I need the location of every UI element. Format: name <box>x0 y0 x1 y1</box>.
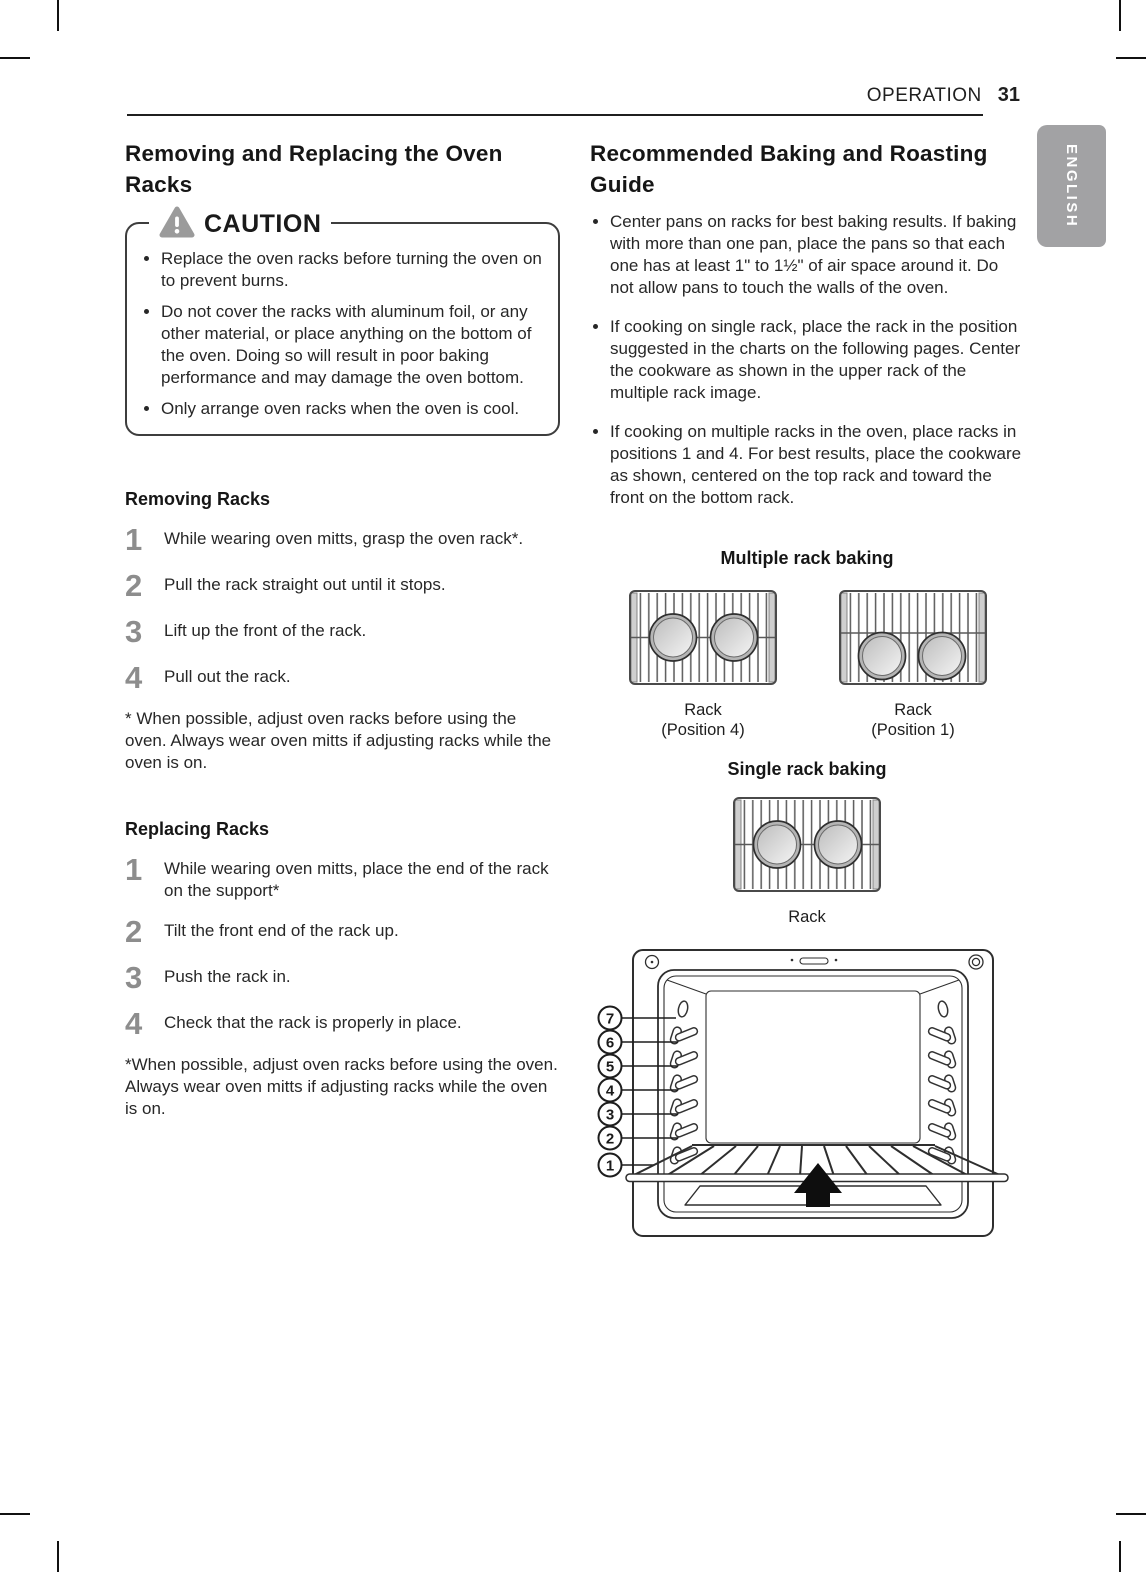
step-text: While wearing oven mitts, grasp the oven rack*. <box>164 529 524 548</box>
crop-mark-top-left-v <box>57 0 59 31</box>
single-rack-figure <box>732 796 882 927</box>
left-title: Removing and Replacing the Oven Racks <box>125 141 503 197</box>
step-text: Tilt the front end of the rack up. <box>164 921 399 940</box>
rack-position-number: 6 <box>605 1034 615 1052</box>
guide-bullet: • If cooking on single rack, place the rack in the position suggested in the charts on the following pages. Center the cookware as shown in the upper rack of the multiple rack image. <box>610 316 1024 404</box>
rack-position-number: 7 <box>605 1010 615 1028</box>
rack-top-view-position4-image <box>628 589 778 686</box>
language-tab <box>1037 125 1106 247</box>
removing-step <box>125 524 560 556</box>
multiple-rack-heading: Multiple rack baking <box>720 548 894 568</box>
rack-position-number: 4 <box>605 1082 615 1100</box>
rack-top-view-position1-image <box>838 589 988 686</box>
rack-label-line1: Rack <box>894 701 932 719</box>
rack-label-line1: Rack <box>684 701 722 719</box>
step-text: Check that the rack is properly in place. <box>164 1013 462 1032</box>
step-text: While wearing oven mitts, place the end of the rack on the support* <box>164 859 549 900</box>
rack-position-1-label <box>838 700 988 740</box>
language-tab-label: ENGLISH <box>1063 143 1080 229</box>
crop-mark-top-left-h <box>0 57 30 59</box>
guide-bullet-list <box>590 211 1024 509</box>
left-column <box>125 138 560 1120</box>
rack-position-number: 5 <box>605 1058 615 1076</box>
caution-item: • Only arrange oven racks when the oven is cool. <box>161 398 544 420</box>
step-number: 3 <box>125 960 143 995</box>
replacing-racks-heading: Replacing Racks <box>125 819 270 839</box>
caution-item: • Replace the oven racks before turning the oven on to prevent burns. <box>161 248 544 292</box>
step-number: 1 <box>125 522 143 557</box>
guide-bullet: • Center pans on racks for best baking results. If baking with more than one pan, place the pans so that each one has at least 1" to 1½" of air space around it. Do not allow pans to touch the walls of the oven. <box>610 211 1024 299</box>
step-number: 1 <box>125 852 143 887</box>
right-column <box>590 138 1024 1250</box>
rack-position-number: 2 <box>605 1130 615 1148</box>
step-text: Pull the rack straight out until it stops. <box>164 575 446 594</box>
caution-box <box>125 210 560 436</box>
removing-step <box>125 616 560 648</box>
oven-rack-positions-diagram <box>588 943 1018 1245</box>
single-rack-label: Rack <box>788 908 826 926</box>
header-rule <box>127 114 983 116</box>
caution-list <box>139 248 544 420</box>
crop-mark-top-right-h <box>1116 57 1146 59</box>
removing-racks-heading: Removing Racks <box>125 489 271 509</box>
removing-step <box>125 662 560 694</box>
step-number: 4 <box>125 1006 143 1041</box>
rack-position-number: 1 <box>605 1157 615 1175</box>
replacing-step <box>125 1008 560 1040</box>
step-number: 3 <box>125 614 143 649</box>
step-number: 4 <box>125 660 143 695</box>
multiple-rack-figures <box>590 589 1024 740</box>
rack-position-4-label <box>628 700 778 740</box>
rack-top-view-single-image <box>732 796 882 893</box>
guide-bullet: • If cooking on multiple racks in the oven, place racks in positions 1 and 4. For best results, place the cookware as shown, centered on the top rack and toward the front on the bottom rack. <box>610 421 1024 509</box>
step-text: Push the rack in. <box>164 967 291 986</box>
rack-position-number: 3 <box>605 1106 615 1124</box>
rack-position-4-figure <box>628 589 778 740</box>
caution-label: CAUTION <box>204 210 322 238</box>
header-section: OPERATION <box>866 85 982 106</box>
rack-position-1-figure <box>838 589 988 740</box>
crop-mark-bottom-left-h <box>0 1513 30 1515</box>
page-number: 31 <box>997 84 1020 106</box>
right-title: Recommended Baking and Roasting Guide <box>590 141 988 197</box>
crop-mark-bottom-left-v <box>57 1541 59 1572</box>
rack-label-line2: (Position 4) <box>661 721 745 739</box>
step-text: Lift up the front of the rack. <box>164 621 367 640</box>
warning-triangle-icon <box>159 206 195 243</box>
step-text: Pull out the rack. <box>164 667 291 686</box>
replacing-step <box>125 854 560 902</box>
removing-step <box>125 570 560 602</box>
crop-mark-top-right-v <box>1119 0 1121 31</box>
page-header <box>867 84 1020 107</box>
step-number: 2 <box>125 568 143 603</box>
replacing-footnote: *When possible, adjust oven racks before using the oven. Always wear oven mitts if adjusting racks while the oven is on. <box>125 1055 558 1118</box>
rack-label-line2: (Position 1) <box>871 721 955 739</box>
crop-mark-bottom-right-h <box>1116 1513 1146 1515</box>
replacing-step <box>125 962 560 994</box>
step-number: 2 <box>125 914 143 949</box>
crop-mark-bottom-right-v <box>1119 1541 1121 1572</box>
single-rack-heading: Single rack baking <box>727 759 887 779</box>
caution-item: • Do not cover the racks with aluminum foil, or any other material, or place anything on the bottom of the oven. Doing so will result in poor baking performance and may damage the oven bottom. <box>161 301 544 389</box>
removing-footnote: * When possible, adjust oven racks before using the oven. Always wear oven mitts if adjusting racks while the oven is on. <box>125 709 552 772</box>
replacing-step <box>125 916 560 948</box>
caution-title <box>149 206 331 243</box>
